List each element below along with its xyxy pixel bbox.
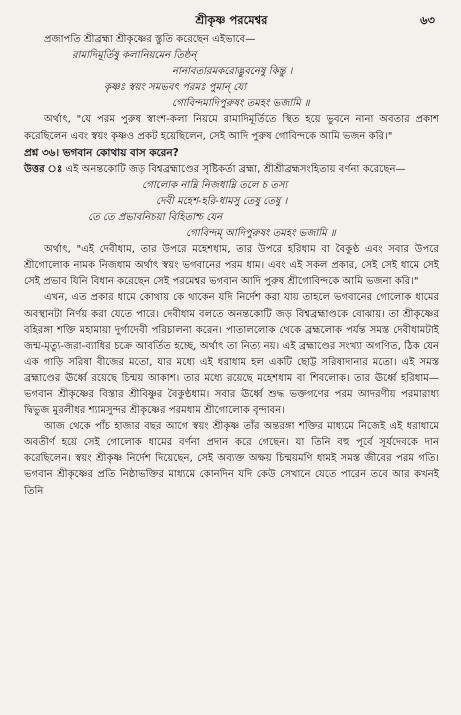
answer-label: উত্তর ঃ [24,163,63,175]
intro-paragraph: প্রজাপতি শ্রীব্রহ্মা শ্রীকৃষ্ণের স্তুতি করেছেন এইভাবে— [44,34,256,45]
verse-line: তে তে প্রভাবনিচয়া বিহিতাশ্চ যেন [88,211,223,223]
verse-line: গোবিন্দমাদিপুরুষং তমহং ভজামি ॥ [172,98,310,110]
body-paragraph-3: এখন, এত প্রকার ধামে কোথায় কে থাকেন যদি নির্দেশ করা যায় তাহলে ভগবানের গোলোক ধামের অবস্থানটা নির্ণয় করা যেতে পারে। দেবীধাম বলতে অনন্তকোটি জড় বিশ্বব্রহ্মাণ্ডকে বোঝায়। তা শ্রীকৃষ্ণের বহিরঙ্গা শক্তি মহামায়া দুর্গাদেবী পরিচালনা করেন। পাতাললোক থেকে ব্রহ্মলোক পর্যন্ত সমস্ত দেবীধামটাই জন্ম-মৃত্যু-জরা-ব্যাধির চক্রে আবর্তিত হচ্ছে, অর্থাৎ তা নিত্য নয়। এই ব্রহ্মাণ্ডের সংখ্যা অগণিত, ঠিক যেন এক গাড়ি সরিষা বীজের মতো, যার মধ্যে এই ধরাধাম হল একটি ছোট্ট সরিষাদানার মতো। এই সমস্ত ব্রহ্মাণ্ডের ঊর্ধ্বে রয়েছে চিন্ময় আকাশ। তার মধ্যে রয়েছে মহেশধাম বা শিবলোক। তার ঊর্ধ্বে হরিধাম—ভগবান শ্রীকৃষ্ণের বিস্তার শ্রীবিষ্ণুর বৈকুণ্ঠধাম। সবার ঊর্ধ্বে শুদ্ধ ভক্তগণের পরম আদরণীয় পরমারাধ্য দ্বিভুজ মুরলীধর শ্যামসুন্দর শ্রীকৃষ্ণের পরমধাম শ্রীগোলোক বৃন্দাবন। [24,292,439,417]
question-text: ভগবান কোথায় বাস করেন? [62,146,179,159]
question-label: প্রশ্ন ৩৬। [24,146,60,159]
verse-line: দেবী মহেশ-হরি-ধামসু তেষু তেষু । [156,195,288,207]
running-title: শ্রীকৃষ্ণ পরমেশ্বর [195,13,268,27]
verse-line: কৃষ্ণঃ স্বয়ং সমভবৎ পরমঃ পুমান্ যো [104,82,247,94]
verse-line: নানাবতারমকরোদ্ভুবনেষু কিন্তু । [172,66,293,78]
question-heading [24,145,439,162]
verse-line: রামাদিমূর্তিষু কলানিয়মেন তিষ্ঠন্ [72,50,197,62]
explanation-paragraph-1: অর্থাৎ, "যে পরম পুরুষ স্বাংশ-কলা নিয়মে রামাদিমূর্তিতে স্থিত হয়ে ভুবনে নানা অবতার প্রকাশ করেছিলেন এবং স্বয়ং কৃষ্ণও প্রকট হয়েছিলেন, সেই আদি পুরুষ গোবিন্দকে আমি ভজন করি।" [24,114,439,142]
explanation-paragraph-2: অর্থাৎ, "এই দেবীধাম, তার উপরে মহেশধাম, তার উপরে হরিধাম বা বৈকুণ্ঠ এবং সবার উপরে শ্রীগোলোক নামক নিজধাম অর্থাৎ স্বয়ং ভগবানের পরম ধাম। এবং এই সকল প্রকার, সেই সেই ধামে সেই সেই প্রভাব যিনি বিধান করেছেন সেই পরমেশ্বর ভগবান আদি পুরুষ শ্রীগোবিন্দকে আমি ভজনা করি।" [24,244,439,288]
answer-text: এই অনন্তকোটি জড় বিশ্বব্রহ্মাণ্ডের সৃষ্টিকর্তা ব্রহ্মা, শ্রীশ্রীব্রহ্মসংহিতায় বর্ণনা করেছেন— [65,163,406,175]
verse-block-1 [24,48,439,112]
verse-line: গোলোক নাম্নি নিজধাম্নি তলে চ তস্য [142,179,288,191]
page-number: ৬৩ [420,13,435,27]
answer-paragraph [24,162,439,178]
body-paragraph-4: আজ থেকে পাঁচ হাজার বছর আগে স্বয়ং শ্রীকৃষ্ণ তাঁর অন্তরঙ্গা শক্তির মাধ্যমে নিজেই এই ধরাধামে অবতীর্ণ হয়ে সেই গোলোক ধামের বর্ণনা প্রদান করে গেছেন। যা তিনি বহু পূর্বে সূর্যদেবকে দান করেছিলেন। স্বয়ং শ্রীকৃষ্ণ নির্দেশ দিয়েছেন, সেই অব্যক্ত অক্ষয় চিন্ময়মণি ধামই সমস্ত জীবের পরম গতি। ভগবান শ্রীকৃষ্ণের প্রতি নিষ্ঠাভক্তির মাধ্যমে কোনদিন যদি কেউ সেখানে যেতে পারেন তবে আর কখনই তিনি [24,421,439,497]
verse-line: গোবিন্দম্ আদিপুরুষং তমহং ভজামি ॥ [186,228,336,240]
verse-block-2 [24,178,439,242]
page-header [24,6,439,32]
